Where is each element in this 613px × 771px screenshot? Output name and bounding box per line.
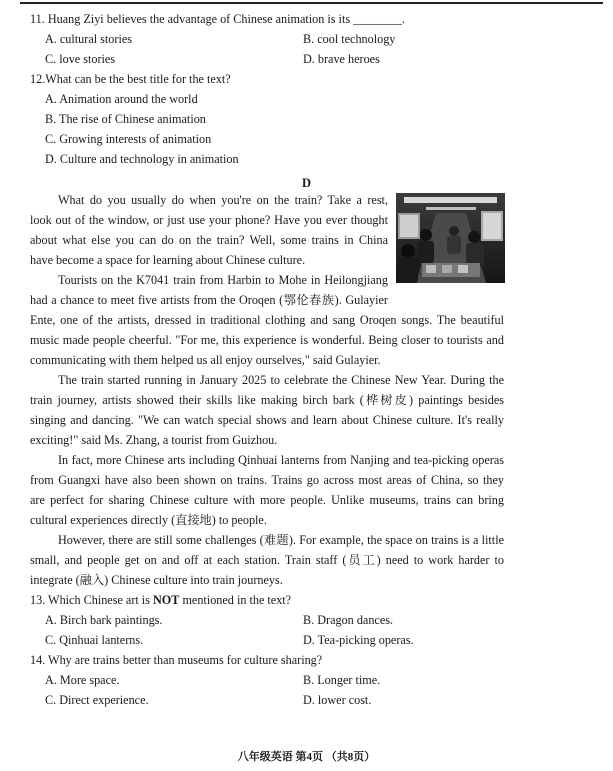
passage-p3-line-4: exciting!" said Ms. Zhang, a tourist from Guizhou. — [30, 433, 278, 447]
passage-p2-line-4: music made people cheerful. "For me, this experience is wonderful. Being closer to tourists and — [30, 333, 504, 347]
passage-p2-line-3: Ente, one of the artists, dressed in traditional clothing and sang Oroqen songs. The beautiful — [30, 313, 504, 327]
passage-p1-line-1: What do you usually do when you're on the train? Take a rest, — [58, 193, 388, 207]
q13-option-c: C. Qinhuai lanterns. — [45, 633, 144, 647]
passage-p4-line-3: are perfect for sharing Chinese culture with more people. Unlike museums, trains can bring — [30, 493, 504, 507]
passage-p1-line-3: about what else you can do on the train? Well, some trains in China — [30, 233, 388, 247]
q11-option-b: B. cool technology — [303, 32, 396, 46]
q12-option-b: B. The rise of Chinese animation — [45, 112, 206, 126]
passage-p5-line-3: integrate (融入) Chinese culture into train journeys. — [30, 573, 283, 587]
passage-p2-line-2: had a chance to meet five artists from the Oroqen (鄂伦春族). Gulayier — [30, 293, 388, 307]
q13-option-d: D. Tea-picking operas. — [303, 633, 414, 647]
passage-p2-line-1: Tourists on the K7041 train from Harbin to Mohe in Heilongjiang — [58, 273, 388, 287]
q11-option-c: C. love stories — [45, 52, 116, 66]
passage-p2-line-5: communicating with them helped us all enjoy ourselves," said Gulayier. — [30, 353, 381, 367]
passage-p4-line-2: from Guangxi have also been shown on trains. Trains go across most areas of China, so they — [30, 473, 504, 487]
q12-option-a: A. Animation around the world — [45, 92, 198, 106]
passage-p3-line-1: The train started running in January 2025 to celebrate the Chinese New Year. During the — [58, 373, 504, 387]
q14-option-d: D. lower cost. — [303, 693, 372, 707]
q13-option-a: A. Birch bark paintings. — [45, 613, 163, 627]
page-footer: 八年级英语 第4页 （共8页） — [237, 751, 376, 763]
q14-option-c: C. Direct experience. — [45, 693, 149, 707]
passage-p3-line-2: train journey, artists showed their skills like making birch bark (桦树皮) paintings besides — [30, 393, 504, 407]
question-13-stem — [30, 593, 291, 607]
q14-option-b: B. Longer time. — [303, 673, 381, 687]
q13-stem-after: mentioned in the text? — [179, 593, 292, 607]
q13-option-b: B. Dragon dances. — [303, 613, 394, 627]
q14-option-a: A. More space. — [45, 673, 120, 687]
passage-p1-line-2: look out of the window, or just use your phone? Have you ever thought — [30, 213, 388, 227]
q12-option-d: D. Culture and technology in animation — [45, 152, 239, 166]
passage-p1-line-4: have become a space for learning about Chinese culture. — [30, 253, 306, 267]
passage-p5-line-2: small, and people get on and off at each station. Train staff (员工) need to work harder to — [30, 553, 504, 567]
passage-p4-line-4: cultural experiences directly (直接地) to people. — [30, 513, 267, 527]
q12-option-c: C. Growing interests of animation — [45, 132, 212, 146]
question-12-stem: 12.What can be the best title for the text? — [30, 72, 231, 86]
question-11-stem: 11. Huang Ziyi believes the advantage of Chinese animation is its ________. — [30, 12, 405, 26]
passage-p5-line-1: However, there are still some challenges (难题). For example, the space on trains is a little — [58, 533, 504, 547]
q11-option-d: D. brave heroes — [303, 52, 380, 66]
passage-p3-line-3: singing and dancing. "We can watch special shows and learn about Chinese culture. It's really — [30, 413, 504, 427]
train-interior-photo — [396, 193, 505, 283]
passage-p4-line-1: In fact, more Chinese arts including Qinhuai lanterns from Nanjing and tea-picking operas — [58, 453, 504, 467]
section-heading-d: D — [301, 176, 312, 190]
top-rule — [20, 2, 603, 4]
q13-stem-before: 13. Which Chinese art is — [30, 593, 153, 607]
q13-stem-emphasis: NOT — [152, 593, 180, 607]
question-14-stem: 14. Why are trains better than museums for culture sharing? — [30, 653, 323, 667]
q11-option-a: A. cultural stories — [45, 32, 132, 46]
